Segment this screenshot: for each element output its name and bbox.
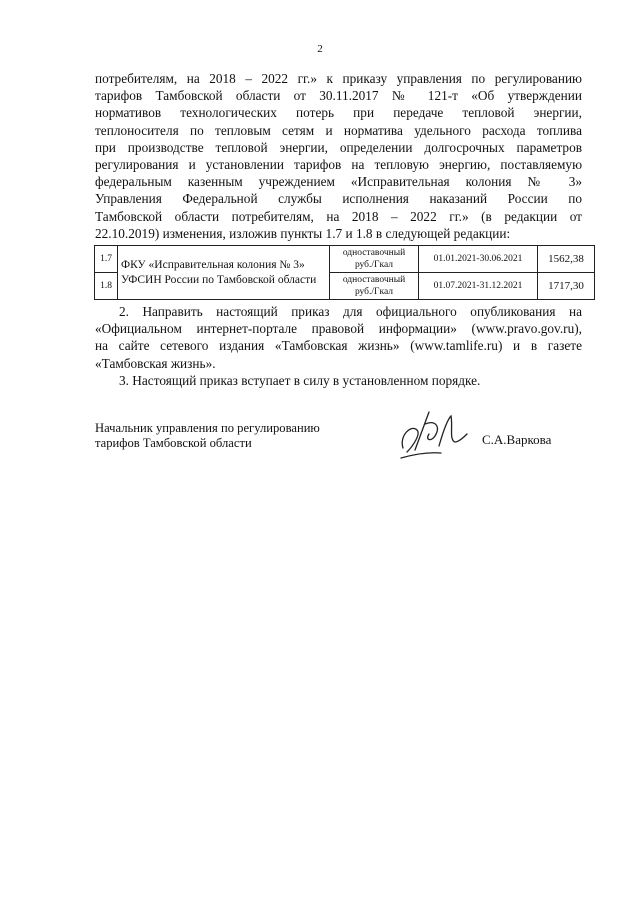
text-line: теплоносителя по тепловым сетям и норматива удельного расхода топлива <box>95 122 582 138</box>
unit-type: одноставочный <box>342 275 406 285</box>
signer-name: С.А.Варкова <box>482 432 552 447</box>
row-number: 1.8 <box>95 273 118 300</box>
text-line: «Тамбовская жизнь». <box>95 355 216 371</box>
text-line: федеральным казенным учреждением «Исправительная колония № 3» <box>95 174 582 190</box>
page-number: 2 <box>317 43 323 55</box>
text-line: на сайте сетевого издания «Тамбовская жизнь» (www.tamlife.ru) и в газете <box>95 338 582 354</box>
unit-measure: руб./Гкал <box>354 287 394 297</box>
signatory-title <box>95 421 320 451</box>
text-line: регулирования и установлении тарифов на тепловую энергию, поставляемую <box>95 157 582 173</box>
signatory-title-line: тарифов Тамбовской области <box>95 436 252 450</box>
row-number: 1.7 <box>95 246 118 273</box>
unit-cell <box>330 246 419 273</box>
signatory-title-line: Начальник управления по регулированию <box>95 421 320 435</box>
period-cell: 01.07.2021-31.12.2021 <box>419 273 538 300</box>
table-row <box>95 246 595 273</box>
tariff-table <box>94 245 595 300</box>
paragraph-amendment <box>95 70 582 242</box>
text-line: 22.10.2019) изменения, изложив пункты 1.7 и 1.8 в следующей редакции: <box>95 225 511 241</box>
unit-type: одноставочный <box>342 248 406 258</box>
text-line: потребителям, на 2018 – 2022 гг.» к приказу управления по регулированию <box>95 71 582 86</box>
paragraph-publication <box>95 303 582 389</box>
text-line: при производстве тепловой энергии, определении долгосрочных параметров <box>95 139 582 155</box>
price-cell: 1717,30 <box>538 273 595 300</box>
text-line: тарифов Тамбовской области от 30.11.2017 № 121-т «Об утверждении <box>95 88 582 104</box>
text-line: «Официальном интернет-портале правовой информации» (www.pravo.gov.ru), <box>95 321 582 337</box>
period-cell: 01.01.2021-30.06.2021 <box>419 246 538 273</box>
text-line: 2. Направить настоящий приказ для официального опубликования на <box>119 304 582 319</box>
text-line: Управления Федеральной службы исполнения наказаний России по <box>95 191 582 207</box>
organization-cell: ФКУ «Исправительная колония № 3» УФСИН России по Тамбовской области <box>118 246 330 300</box>
unit-measure: руб./Гкал <box>354 260 394 270</box>
text-line: нормативов технологических потерь при передаче тепловой энергии, <box>95 105 582 121</box>
handwritten-signature <box>395 406 475 466</box>
unit-cell <box>330 273 419 300</box>
text-line: Тамбовской области потребителям, на 2018 – 2022 гг.» (в редакции от <box>95 208 582 224</box>
price-cell: 1562,38 <box>538 246 595 273</box>
paragraph-effective: 3. Настоящий приказ вступает в силу в установленном порядке. <box>119 372 481 388</box>
